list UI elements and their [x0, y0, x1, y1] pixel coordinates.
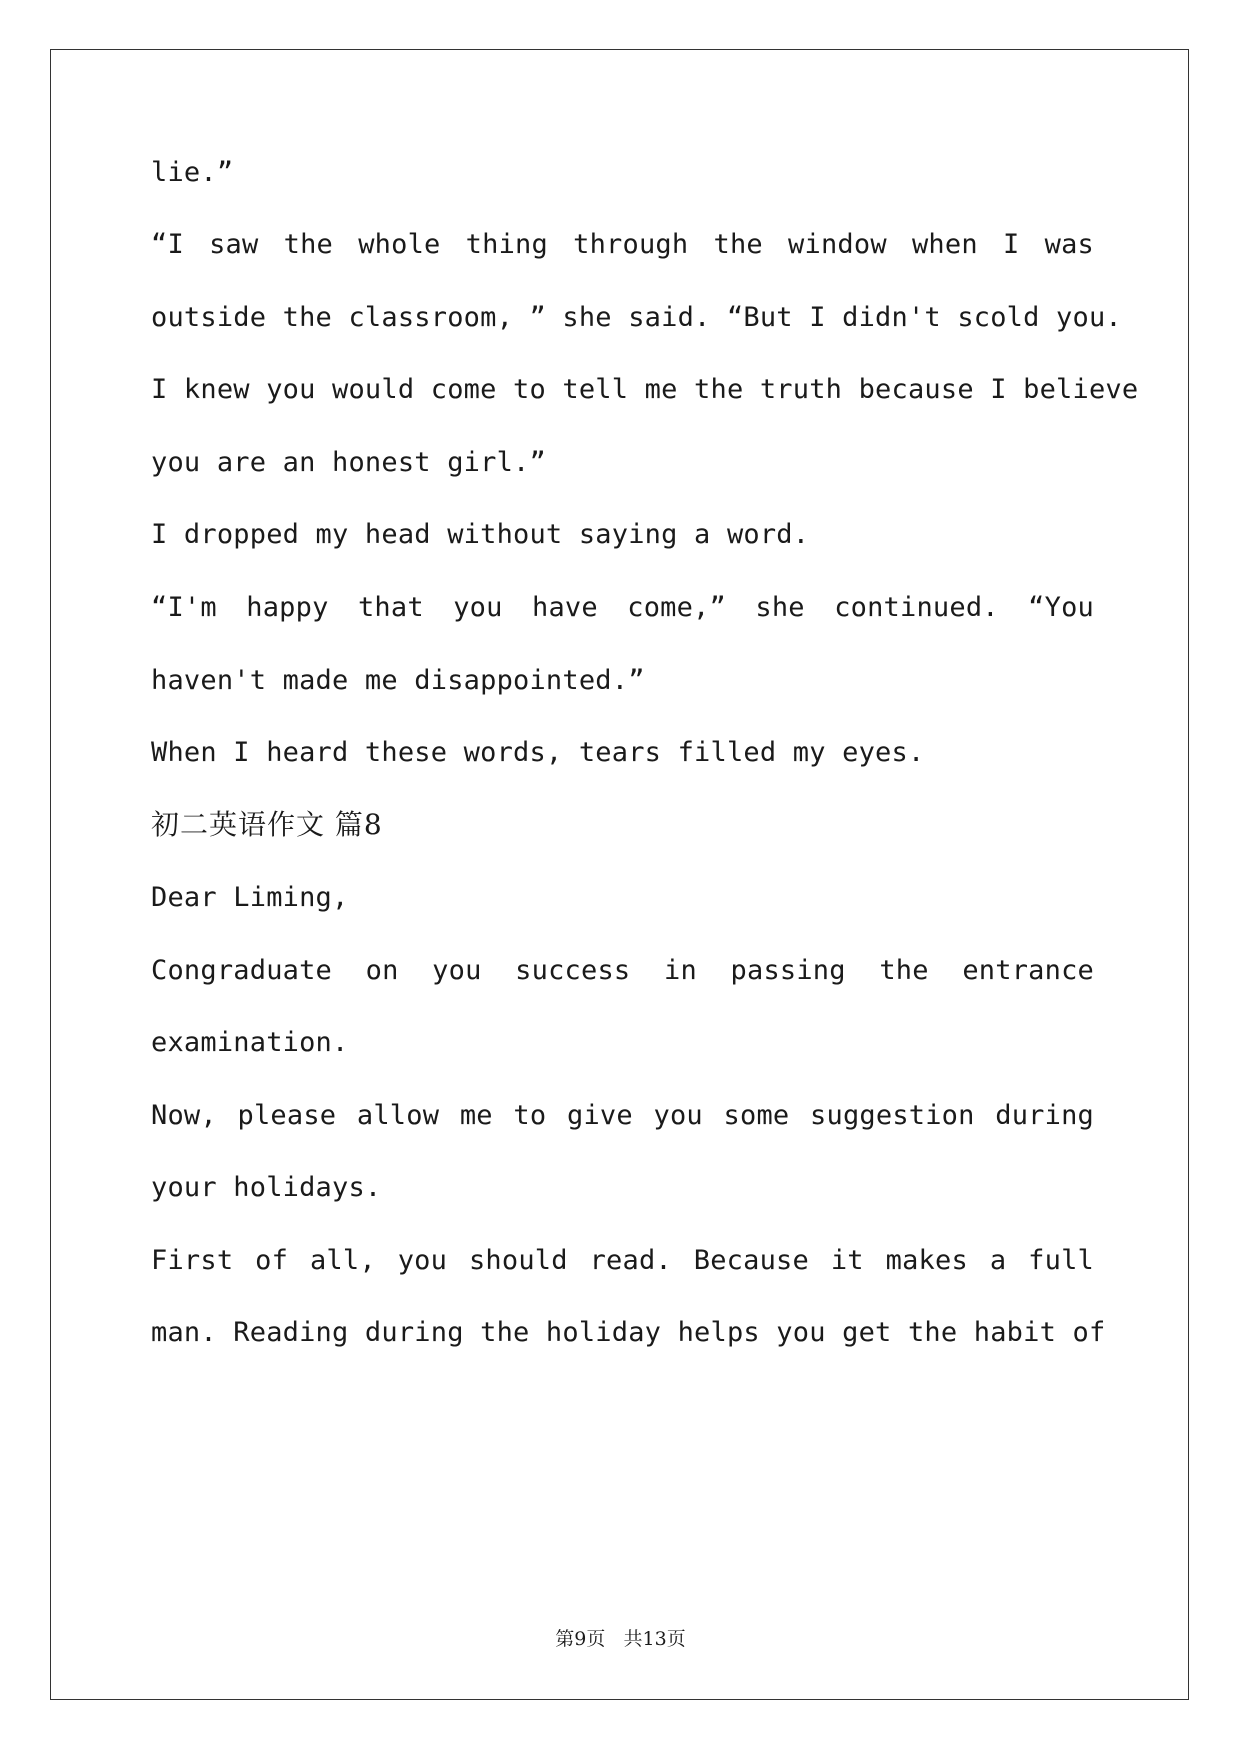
text-line: “I saw the whole thing through the window when I was — [151, 229, 1094, 260]
page-number: 第9页 — [555, 1628, 606, 1650]
page-border — [50, 49, 1189, 1700]
text-line: “I'm happy that you have come,” she continued. “You — [151, 592, 1094, 623]
text-line: First of all, you should read. Because it makes a full — [151, 1245, 1094, 1276]
text-line: you are an honest girl.” — [151, 447, 546, 478]
text-line: I dropped my head without saying a word. — [151, 519, 810, 550]
text-line: I knew you would come to tell me the truth because I believe — [151, 374, 1139, 405]
page-footer — [0, 1627, 1241, 1651]
section-heading: 初二英语作文 篇8 — [151, 808, 383, 841]
text-line: outside the classroom, ” she said. “But I didn't scold you. — [151, 302, 1122, 333]
text-line: When I heard these words, tears filled my eyes. — [151, 737, 925, 768]
text-line: examination. — [151, 1027, 349, 1058]
footer-spacer — [605, 1628, 623, 1650]
text-line: your holidays. — [151, 1172, 382, 1203]
text-line: Congraduate on you success in passing the entrance — [151, 955, 1094, 986]
total-pages: 共13页 — [623, 1628, 686, 1650]
text-line: Now, please allow me to give you some suggestion during — [151, 1100, 1094, 1131]
text-line: lie.” — [151, 157, 234, 188]
text-line: Dear Liming, — [151, 882, 349, 913]
text-line: man. Reading during the holiday helps you get the habit of — [151, 1317, 1106, 1348]
text-line: haven't made me disappointed.” — [151, 665, 645, 696]
